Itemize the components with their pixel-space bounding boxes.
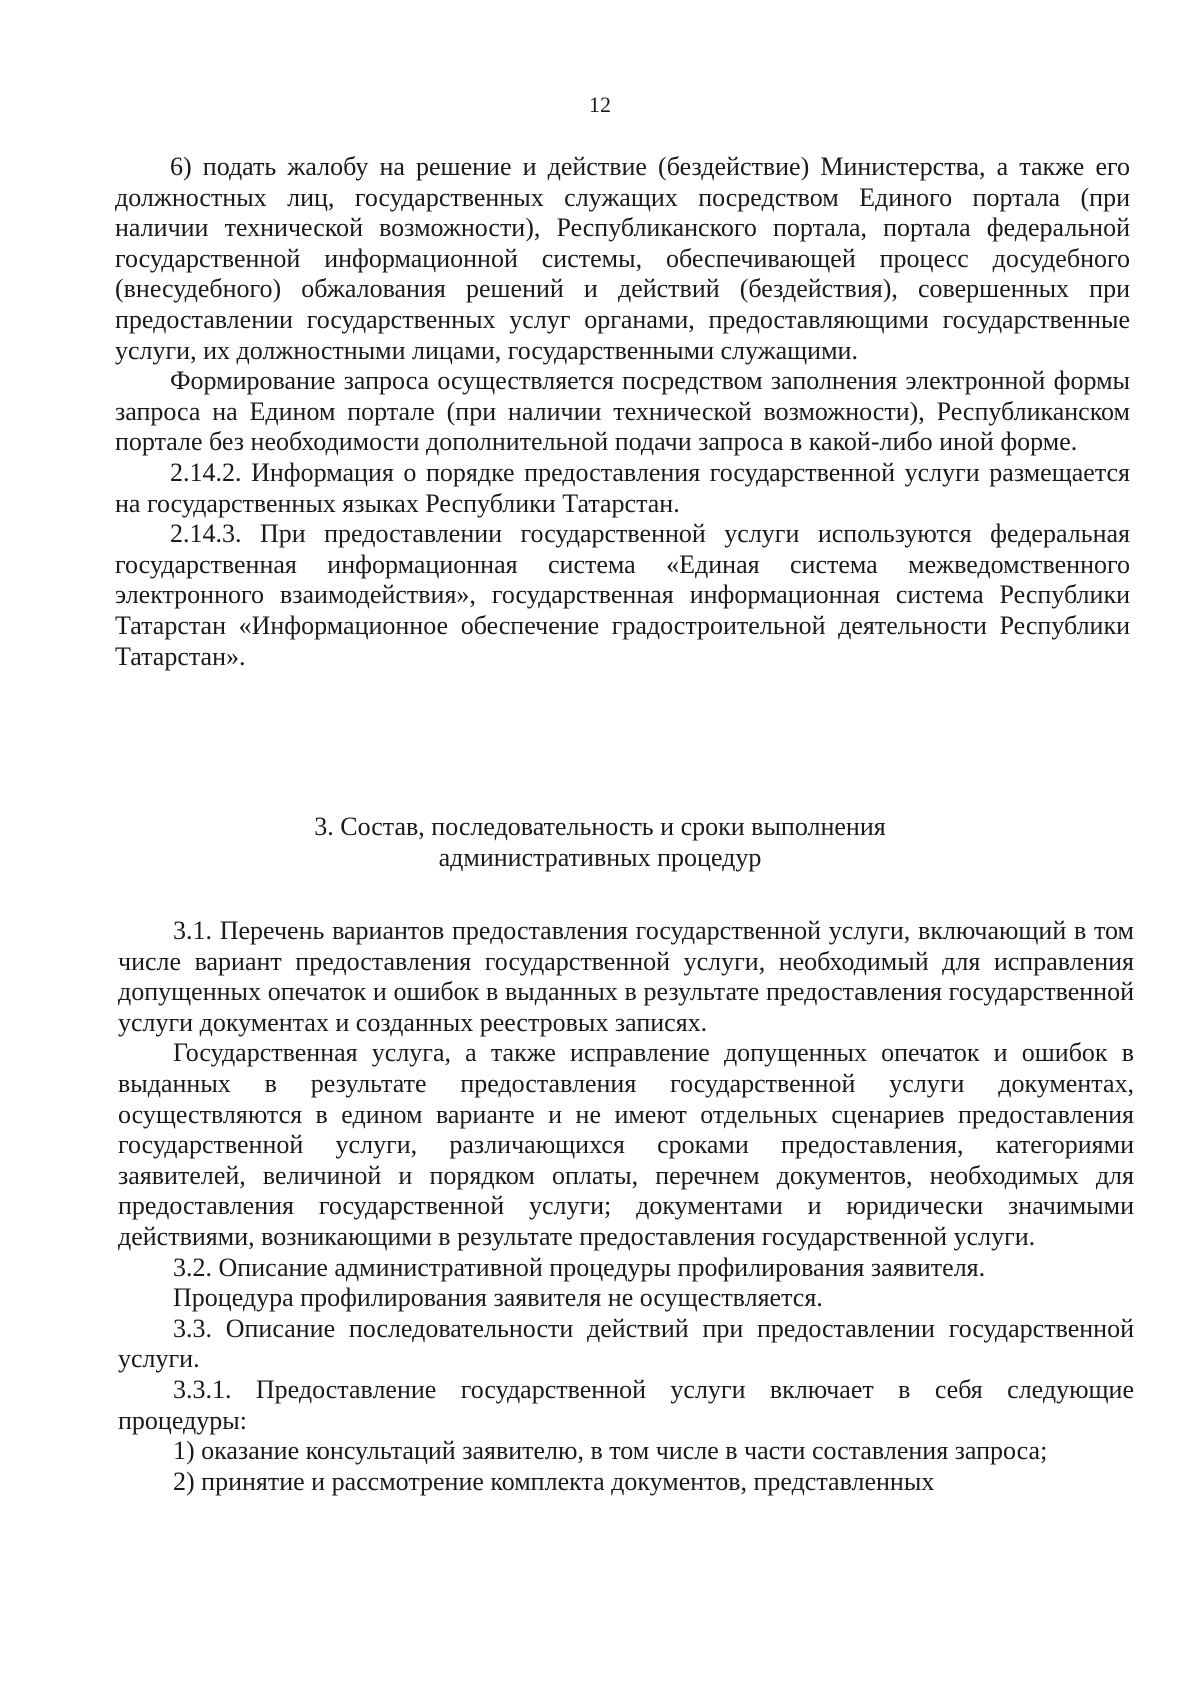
list-item-1: 1) оказание консультаций заявителю, в том числе в части составления запроса; bbox=[173, 1436, 1048, 1466]
paragraph-2-14-2: 2.14.2. Информация о порядке предоставления государственной услуги размещается на государственных языках Республики Татарстан. bbox=[115, 457, 1130, 518]
section-heading-line-2: административных процедур bbox=[438, 843, 762, 872]
paragraph-3-1: 3.1. Перечень вариантов предоставления государственной услуги, включающий в том числе вариант предоставления государственной услуги, необходимый для исправления допущенных опечаток и ошибок в выданных в результате предоставления государственной услуги документах и созданных реестровых записях. bbox=[118, 916, 1134, 1037]
paragraph-2-14-3: 2.14.3. При предоставлении государственной услуги используются федеральная государственная информационная система «Единая система межведомственного электронного взаимодействия», государственная информационная система Республики Татарстан «Информационное обеспечение градостроительной деятельности Республики Татарстан». bbox=[115, 519, 1130, 671]
paragraph-3-3: 3.3. Описание последовательности действий при предоставлении государственной услуги. bbox=[118, 1313, 1134, 1374]
paragraph-3-3-1: 3.3.1. Предоставление государственной услуги включает в себя следующие процедуры: bbox=[118, 1374, 1134, 1435]
paragraph-3-2: 3.2. Описание административной процедуры профилирования заявителя. bbox=[173, 1252, 986, 1282]
paragraph-single-variant: Государственная услуга, а также исправление допущенных опечаток и ошибок в выданных в результате предоставления государственной услуги документах, осуществляются в едином варианте и не имеют отдельных сценариев предоставления государственной услуги, различающихся сроками предоставления, категориями заявителей, величиной и порядком оплаты, перечнем документов, необходимых для предоставления государственной услуги; документами и юридически значимыми действиями, возникающими в результате предоставления государственной услуги. bbox=[118, 1038, 1134, 1251]
page-number: 12 bbox=[589, 92, 611, 117]
paragraph-complaint-item: 6) подать жалобу на решение и действие (бездействие) Министерства, а также его должностных лиц, государственных служащих посредством Единого портала (при наличии технической возможности), Республиканского портала, портала федеральной государственной информационной системы, обеспечивающей процесс досудебного (внесудебного) обжалования решений и действий (бездействия), совершенных при предоставлении государственных услуг органами, предоставляющими государственные услуги, их должностными лицами, государственными служащими. bbox=[115, 152, 1130, 365]
body-text-top bbox=[115, 152, 1130, 672]
section-heading-line-1: 3. Состав, последовательность и сроки выполнения bbox=[314, 812, 886, 841]
paragraph-request-formation: Формирование запроса осуществляется посредством заполнения электронной формы запроса на Едином портале (при наличии технической возможности), Республиканском портале без необходимости дополнительной подачи запроса в какой-либо иной форме. bbox=[115, 366, 1130, 457]
body-text-bottom bbox=[118, 916, 1134, 1497]
section-heading bbox=[0, 811, 1200, 873]
paragraph-profiling: Процедура профилирования заявителя не осуществляется. bbox=[173, 1283, 823, 1313]
list-item-2: 2) принятие и рассмотрение комплекта документов, представленных bbox=[173, 1466, 935, 1496]
